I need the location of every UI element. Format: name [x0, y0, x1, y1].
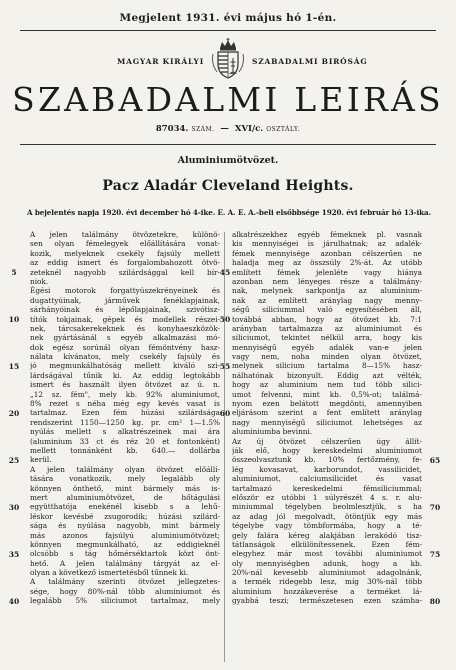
- text-line: oly mennyiségben adunk, hogy a kb.: [232, 558, 422, 568]
- text-line: olyan a következő ismertetésből tűnnek ki.: [30, 568, 189, 578]
- text-line: „12 sz. fém", mely kb. 92% aluminiumot,: [30, 389, 220, 399]
- text-line: arányban tartalmazza az aluminiumot és: [232, 323, 422, 333]
- text-line: az eddig ismert és forgalombahozott ötvö-: [30, 258, 220, 268]
- text-line: tartalmaz. Ezen fém húzási szilárdsága: [30, 408, 220, 418]
- text-line: nálhatónak bizonyult. Eddig azt vélték,: [232, 370, 422, 380]
- text-line: gely falára kéreg alakjában lerakódó tisz-: [232, 530, 422, 540]
- text-line: tartalmazó kereskedelmi fémsiliciummal;: [232, 483, 422, 493]
- text-line: más azonos fajsúlyú aluminiumötvözet;: [30, 530, 220, 540]
- text-line: ségű siliciummal való egyesítésében áll,: [232, 305, 422, 315]
- text-line: először ez utóbbi 1 súlyrészét 4 s. r. alu-: [232, 492, 422, 502]
- text-line: könnyen megmunkálható, az eddigieknél: [30, 539, 220, 549]
- line-number: 10: [8, 314, 20, 324]
- text-line: ják elő, hogy kereskedelmi aluminiumot: [232, 445, 422, 455]
- line-number: 55: [219, 361, 231, 371]
- text-line: dugattyúinak, járművek fenéklapjainak,: [30, 295, 220, 305]
- text-line: nek gyártásánál s egyéb alkalmazási mó-: [30, 333, 220, 343]
- text-line: aluminiumba bevinni.: [232, 427, 313, 437]
- text-line: mert aluminiumötvözet, de hőtágulási: [30, 492, 220, 502]
- text-line: azonban nem lényeges része a találmány-: [232, 276, 422, 286]
- patent-number-line: 87034. SZÁM. — XVI/c. OSZTÁLY.: [155, 124, 301, 134]
- text-line: könnyen önthető, mint bármely más is-: [30, 483, 220, 493]
- text-line: tására vonatkozik, mely legalább oly: [30, 474, 220, 484]
- text-line: nek, tárcsakerekeknek és konyhaeszközök-: [30, 323, 220, 333]
- line-number: 15: [8, 361, 20, 371]
- text-line: hető. A jelen találmány tárgyát az el-: [30, 558, 220, 568]
- text-line: nyúlás mellett s alkatrészeinek mai ára: [30, 427, 220, 437]
- text-line: nak, melynek sarkpontja az aluminium-: [232, 286, 422, 296]
- text-line: ismert és használt ilyen ötvözet az ú. n.: [30, 380, 220, 390]
- right-text-column: [232, 230, 422, 606]
- text-line: gyabbá teszi; természetesen ezen számha-: [232, 596, 422, 606]
- text-line: a termék ridegebb lesz, míg 30%-nál több: [232, 577, 422, 587]
- hungarian-coat-of-arms-icon: [211, 38, 245, 80]
- text-line: kozik, melyeknek csekély fajsúly mellett: [30, 248, 220, 258]
- text-line: lég kovasavat, karborundot, vassilicidet,: [232, 464, 422, 474]
- patent-subject: Aluminiumötvözet.: [177, 155, 279, 166]
- text-line: 8% rezet s néha még egy kevés vasat is: [30, 399, 220, 409]
- inventor-name: Pacz Aladár Cleveland Heights.: [102, 178, 354, 194]
- text-line: az adag jól megolvadt, ötöntjük egy más: [232, 511, 422, 521]
- text-line: aluminium hozzákeverése a terméket lá-: [232, 586, 422, 596]
- office-left-text: MAGYAR KIRÁLYI: [117, 57, 204, 66]
- text-line: 20%-nál kevesebb aluminiumot adagolnánk,: [232, 568, 422, 578]
- line-number: 80: [429, 596, 441, 606]
- text-line: alkatrészekhez egyéb fémeknek pl. vasnak: [232, 230, 422, 239]
- text-line: títók tokjainak, gépek és modellek részei-: [30, 314, 220, 324]
- left-text-column: [30, 230, 220, 606]
- text-line: A találmány szerinti ötvözet jellegzetes-: [30, 577, 220, 587]
- text-line: lárdságával tűnik ki. Az eddig legtokább: [30, 370, 220, 380]
- line-number: 20: [8, 408, 20, 418]
- text-line: tégelybe vagy tömbformába, hogy a té-: [232, 521, 422, 531]
- line-number: 60: [219, 408, 231, 418]
- document-title: SZABADALMI LEIRÁS: [12, 80, 444, 119]
- office-right-text: SZABADALMI BIRÓSÁG: [252, 57, 368, 66]
- text-line: vagy nem, noha minden olyan ötvözet,: [232, 352, 422, 362]
- text-line: A jelen találmány olyan ötvözet előállí-: [30, 464, 220, 474]
- text-line: elegyhez már most további aluminiumot: [232, 549, 422, 559]
- line-number: 65: [429, 455, 441, 465]
- text-line: haladja meg az összsúly 2%-át. Az utóbb: [232, 258, 422, 268]
- text-line: eljárásom szerint a fent említett aránylag: [232, 408, 422, 418]
- text-line: kerül.: [30, 455, 52, 465]
- publication-date: Megjelent 1931. évi május hó 1-én.: [119, 12, 337, 24]
- text-line: legalább 5% siliciumot tartalmaz, mely: [30, 596, 220, 606]
- text-line: siliciumot, tekintet nélkül arra, hogy kis: [232, 333, 422, 343]
- text-line: A jelen találmány ötvözetekre, különö-: [30, 230, 220, 239]
- text-line: olcsóbb s tág hőmérséktartok közt önt-: [30, 549, 220, 559]
- line-number: 5: [11, 267, 17, 277]
- number-label: SZÁM.: [191, 126, 215, 133]
- text-line: léskor kevésbé zsugorodik; húzási szilárd-: [30, 511, 220, 521]
- text-line: mellett tonnánként kb. 640.— dollárba: [30, 445, 220, 455]
- text-line: továbbá abban, hogy az ötvözet kb. 7:1: [232, 314, 422, 324]
- top-rule: [20, 30, 436, 31]
- text-line: zeteknél nagyobb szilárdsággal kell bír-: [30, 267, 220, 277]
- line-number: 50: [219, 314, 231, 324]
- line-number: 75: [429, 549, 441, 559]
- text-line: összeolvasztunk kb. 10% fertőzmény, fe-: [232, 455, 422, 465]
- text-line: hogy az aluminium nem tud több silici-: [232, 380, 422, 390]
- text-line: nálata kívánatos, mely csekély fajsúly és: [30, 352, 220, 362]
- class-code: XVI/c.: [234, 124, 264, 134]
- text-line: nyom ezen belátott megdönti, amennyiben: [232, 399, 422, 409]
- text-line: együtthatója enekénél kisebb s a lehű-: [30, 502, 220, 512]
- column-divider: [224, 232, 225, 662]
- line-number: 40: [8, 596, 20, 606]
- text-line: Égési motorok forgattyúszekrényeinek és: [30, 286, 220, 296]
- text-line: sárhányóinak és lépőlapjainak, szivótisz-: [30, 305, 220, 315]
- line-number: 45: [219, 267, 231, 277]
- text-line: aluminiumot, calciumsilicidet és vasat: [232, 474, 422, 484]
- text-line: umot felvenni, mint kb. 0,5%-ot; találmá-: [232, 389, 422, 399]
- text-line: (aluminium 33 ct és réz 20 et fontonként): [30, 436, 220, 446]
- patent-number: 87034.: [155, 124, 189, 134]
- title-rule: [20, 144, 436, 145]
- text-line: melynek silicium tartalma 8—15% hasz-: [232, 361, 422, 371]
- text-line: dok egész sorúnál olyan fémöntvény hasz-: [30, 342, 220, 352]
- text-line: nak az említett aránylag nagy menny-: [232, 295, 422, 305]
- text-line: fémek mennyisége azonban célszerűen ne: [232, 248, 422, 258]
- text-line: nagy mennyiségű siliciumot lehetséges az: [232, 417, 422, 427]
- text-line: jó megmunkálhatóság mellett kiváló szi-: [30, 361, 220, 371]
- text-line: sága és nyúlása nagyobb, mint bármely: [30, 521, 220, 531]
- text-line: mennyiségű egyéb adalék van-e jelen: [232, 342, 422, 352]
- text-line: miniummal tégelyben beolmlesztjük, s ha: [232, 502, 422, 512]
- line-number: 70: [429, 502, 441, 512]
- text-line: sen olyan fémelegyek előállítására vonat-: [30, 239, 220, 249]
- text-line: rendszerint 1150—1250 kg. pr. cm² 1—1.5%: [30, 417, 220, 427]
- text-line: tátlanságok elkülönítessenek. Ezen fém-: [232, 539, 422, 549]
- text-line: említett fémek jelenléte vagy hiánya: [232, 267, 422, 277]
- line-number: 25: [8, 455, 20, 465]
- line-number: 30: [8, 502, 20, 512]
- text-line: niok.: [30, 276, 49, 286]
- text-line: kis mennyiségei is járulhatnak; az adalék-: [232, 239, 422, 249]
- text-line: sége, hogy 80%-nál több aluminiumot és: [30, 586, 220, 596]
- filing-details: A bejelentés napja 1920. évi december hó 4-ike. E. A. E. A.-beli elsőbbsége 1920. évi február hó 13-ika.: [26, 208, 432, 217]
- line-number: 35: [8, 549, 20, 559]
- text-line: Az új ötvözet célszerűen úgy állít-: [232, 436, 422, 446]
- class-label: OSZTÁLY.: [266, 126, 301, 133]
